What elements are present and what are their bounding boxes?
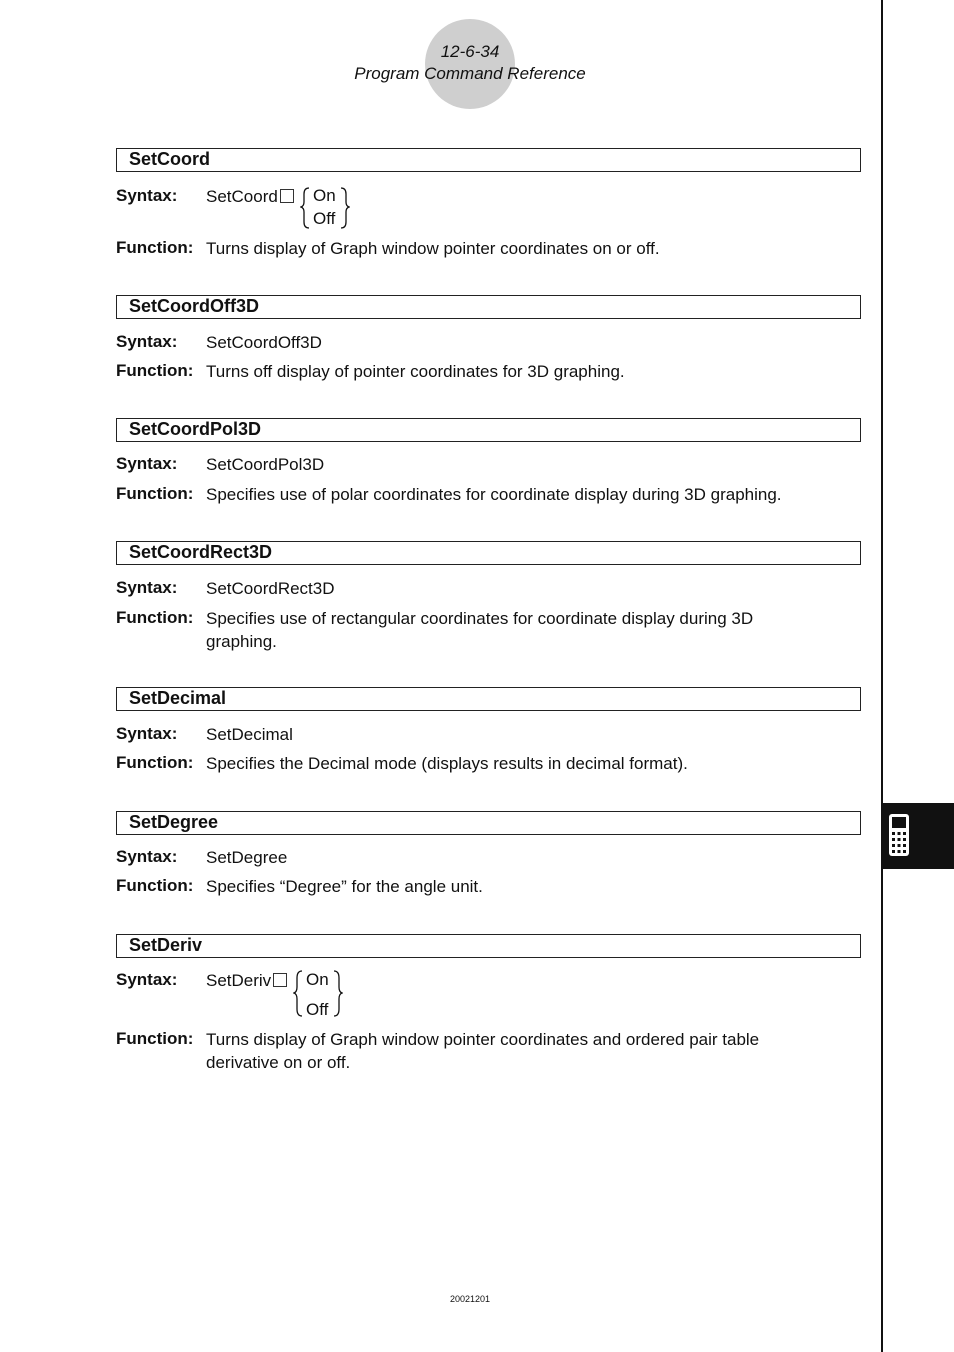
option-off: Off: [306, 1000, 329, 1019]
function-line: Turns display of Graph window pointer coordinates and ordered pair table: [206, 1030, 760, 1049]
chapter-tab: [883, 803, 954, 869]
syntax-label: Syntax:: [116, 454, 178, 473]
syntax-label: Syntax:: [116, 186, 178, 205]
function-label: Function:: [116, 1029, 194, 1048]
function-label: Function:: [116, 238, 194, 257]
function-line: derivative on or off.: [206, 1053, 351, 1072]
command-title-setderiv: SetDeriv: [116, 934, 861, 958]
syntax-label: Syntax:: [116, 724, 178, 743]
function-label: Function:: [116, 608, 194, 627]
command-title-setcoord: SetCoord: [116, 148, 861, 172]
option-on: On: [313, 186, 336, 205]
syntax-text: SetDeriv: [206, 971, 272, 990]
calculator-icon: [888, 813, 910, 857]
option-off: Off: [313, 209, 336, 228]
command-title-setcoordrect3d: SetCoordRect3D: [116, 541, 861, 565]
syntax-setcoordpol3d: SetCoordPol3D: [206, 455, 325, 474]
function-setdecimal: Specifies the Decimal mode (displays results in decimal format).: [206, 754, 688, 773]
syntax-setdegree: SetDegree: [206, 848, 288, 867]
space-symbol-icon: [273, 973, 287, 987]
syntax-text: SetCoord: [206, 187, 278, 206]
function-setcoord: Turns display of Graph window pointer coordinates on or off.: [206, 239, 660, 258]
function-line: Specifies use of rectangular coordinates for coordinate display during 3D: [206, 609, 754, 628]
syntax-label: Syntax:: [116, 578, 178, 597]
function-label: Function:: [116, 876, 194, 895]
function-line: graphing.: [206, 632, 277, 651]
function-setdegree: Specifies “Degree” for the angle unit.: [206, 877, 483, 896]
syntax-label: Syntax:: [116, 970, 178, 989]
syntax-label: Syntax:: [116, 847, 178, 866]
function-label: Function:: [116, 361, 194, 380]
command-title-setcoordpol3d: SetCoordPol3D: [116, 418, 861, 442]
syntax-setcoordoff3d: SetCoordOff3D: [206, 333, 322, 352]
command-title-setdegree: SetDegree: [116, 811, 861, 835]
function-setderiv: [206, 1028, 856, 1074]
syntax-label: Syntax:: [116, 332, 178, 351]
syntax-setcoordrect3d: SetCoordRect3D: [206, 579, 335, 598]
command-title-setcoordoff3d: SetCoordOff3D: [116, 295, 861, 319]
function-setcoordrect3d: [206, 607, 856, 653]
page-number: 12-6-34: [440, 42, 500, 61]
function-label: Function:: [116, 484, 194, 503]
command-title-setdecimal: SetDecimal: [116, 687, 861, 711]
margin-rule: [881, 0, 883, 1352]
function-label: Function:: [116, 753, 194, 772]
function-setcoordoff3d: Turns off display of pointer coordinates for 3D graphing.: [206, 362, 625, 381]
option-on: On: [306, 970, 329, 989]
footer-code: 20021201: [449, 1294, 491, 1304]
function-setcoordpol3d: Specifies use of polar coordinates for coordinate display during 3D graphing.: [206, 485, 782, 504]
space-symbol-icon: [280, 189, 294, 203]
syntax-setdecimal: SetDecimal: [206, 725, 293, 744]
section-title: Program Command Reference: [354, 64, 586, 83]
